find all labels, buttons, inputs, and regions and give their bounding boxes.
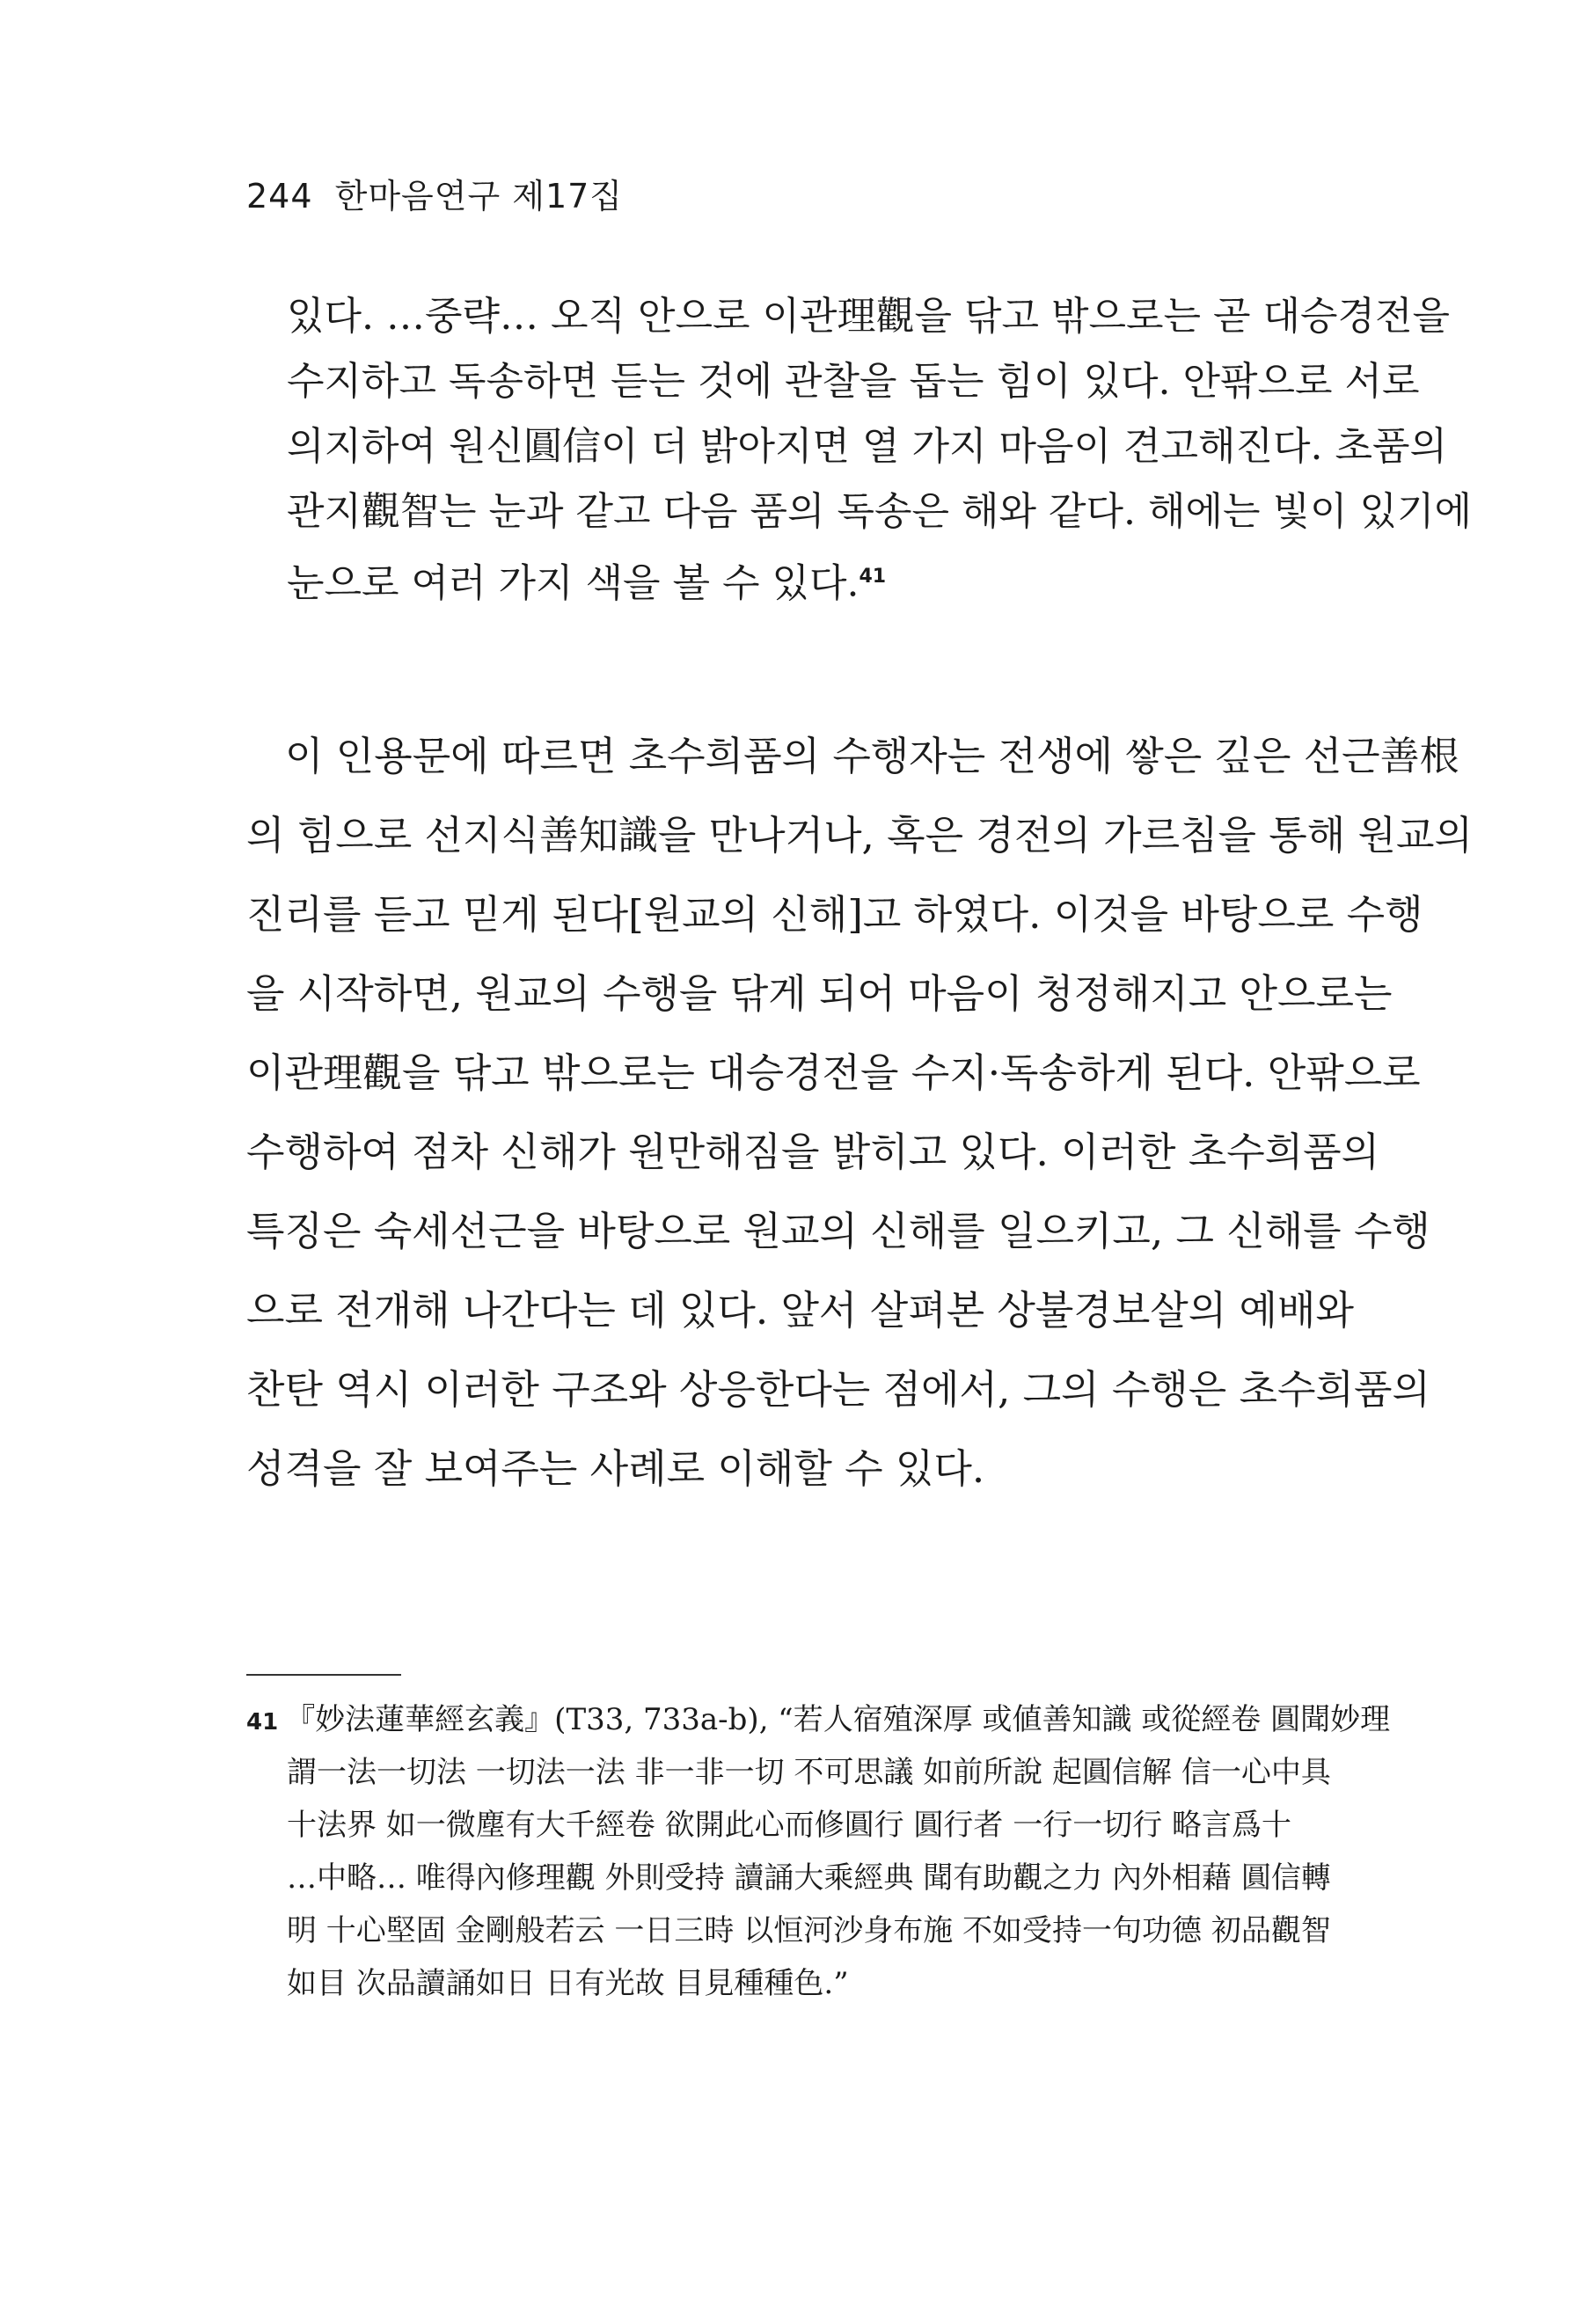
quote-line: 의지하여 원신圓信이 더 밝아지면 열 가지 마음이 견고해진다. 초품의 xyxy=(287,424,1447,469)
body-line: 이관理觀을 닦고 밖으로는 대승경전을 수지·독송하게 된다. 안팎으로 xyxy=(246,1049,1421,1096)
footnote-line: 如目 次品讀誦如日 日有光故 目見種種色.” xyxy=(287,1966,849,2001)
page-number: 244 xyxy=(246,177,313,216)
body-line: 으로 전개해 나간다는 데 있다. 앞서 살펴본 상불경보살의 예배와 xyxy=(246,1287,1354,1334)
footnote-number: 41 xyxy=(246,1709,279,1736)
footnote-line-first xyxy=(246,1698,1390,1744)
quote-line: 관지觀智는 눈과 같고 다음 품의 독송은 해와 같다. 해에는 빛이 있기에 xyxy=(287,489,1472,534)
quote-line: 있다. …중략… 오직 안으로 이관理觀을 닦고 밖으로는 곧 대승경전을 xyxy=(287,294,1450,339)
quote-line: 눈으로 여러 가지 색을 볼 수 있다. xyxy=(287,560,859,606)
body-line: 특징은 숙세선근을 바탕으로 원교의 신해를 일으키고, 그 신해를 수행 xyxy=(246,1208,1430,1254)
running-header xyxy=(246,169,623,217)
footnote-line: 明 十心堅固 金剛般若云 一日三時 以恒河沙身布施 不如受持一句功德 初品觀智 xyxy=(287,1913,1331,1948)
body-line: 수행하여 점차 신해가 원만해짐을 밝히고 있다. 이러한 초수희품의 xyxy=(246,1129,1380,1175)
quote-line: 수지하고 독송하면 듣는 것에 관찰을 돕는 힘이 있다. 안팎으로 서로 xyxy=(287,359,1420,404)
footnote-line: 『妙法蓮華經玄義』(T33, 733a-b), “若人宿殖深厚 或値善知識 或從經卷 圓聞妙理 xyxy=(285,1702,1391,1737)
footnote-reference[interactable]: 41 xyxy=(859,566,887,588)
body-line: 찬탄 역시 이러한 구조와 상응한다는 점에서, 그의 수행은 초수희품의 xyxy=(246,1366,1430,1413)
body-line: 의 힘으로 선지식善知識을 만나거나, 혹은 경전의 가르침을 통해 원교의 xyxy=(246,812,1473,859)
quote-line-last xyxy=(287,551,886,610)
footnote-separator xyxy=(246,1674,401,1676)
body-line: 이 인용문에 따르면 초수희품의 수행자는 전생에 쌓은 깊은 선근善根 xyxy=(285,733,1459,779)
footnote-line: …中略… 唯得內修理觀 外則受持 讀誦大乘經典 聞有助觀之力 內外相藉 圓信轉 xyxy=(287,1860,1331,1896)
body-line: 을 시작하면, 원교의 수행을 닦게 되어 마음이 청정해지고 안으로는 xyxy=(246,970,1393,1017)
footnote-line: 謂一法一切法 一切法一法 非一非一切 不可思議 如前所說 起圓信解 信一心中具 xyxy=(287,1755,1331,1790)
journal-title: 한마음연구 제17집 xyxy=(334,177,624,216)
footnote-line: 十法界 如一微塵有大千經卷 欲開此心而修圓行 圓行者 一行一切行 略言爲十 xyxy=(287,1808,1292,1843)
body-line: 성격을 잘 보여주는 사례로 이해할 수 있다. xyxy=(246,1445,985,1492)
body-line: 진리를 듣고 믿게 된다[원교의 신해]고 하였다. 이것을 바탕으로 수행 xyxy=(246,891,1423,938)
